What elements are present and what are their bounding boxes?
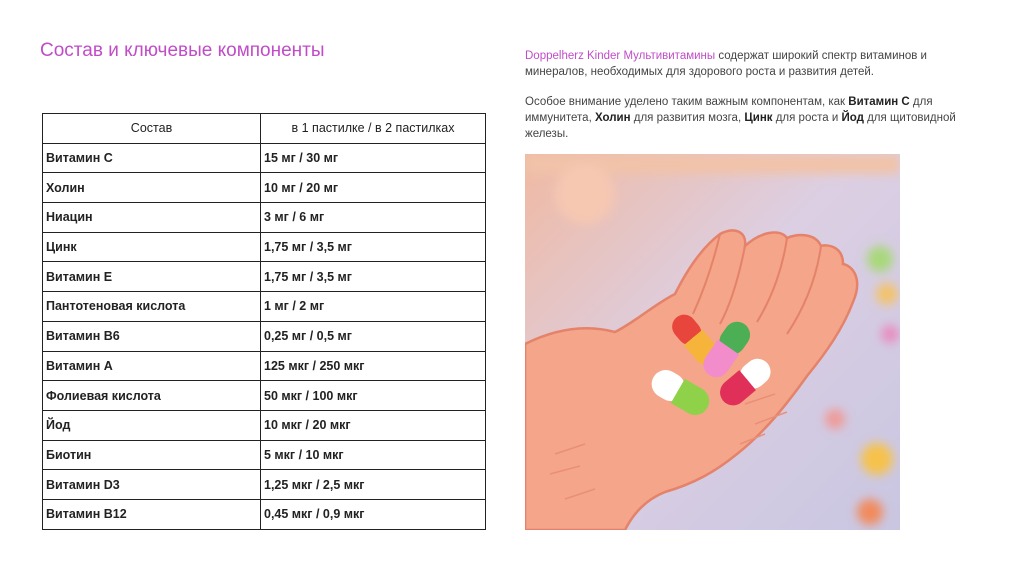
highlight-cholin: Холин (594, 112, 631, 124)
component-name-cell: Витамин В6 (43, 321, 261, 351)
highlight-iodine: Йод (841, 112, 864, 124)
dose-cell: 10 мг / 20 мг (261, 173, 486, 203)
text-fragment: для иммунитета, (525, 96, 933, 124)
table-header-row (43, 114, 486, 144)
table-row (43, 143, 486, 173)
column-header-component: Состав (43, 114, 261, 144)
table-row (43, 173, 486, 203)
dose-cell: 5 мкг / 10 мкг (261, 440, 486, 470)
hand-with-capsules-illustration (525, 154, 900, 530)
dose-cell: 3 мг / 6 мг (261, 203, 486, 233)
highlight-vitamin-c: Витамин С (848, 96, 910, 108)
component-name-cell: Фолиевая кислота (43, 381, 261, 411)
dose-cell: 1,75 мг / 3,5 мг (261, 262, 486, 292)
component-name-cell: Витамин А (43, 351, 261, 381)
key-components-paragraph (525, 94, 973, 142)
dose-cell: 0,25 мг / 0,5 мг (261, 321, 486, 351)
component-name-cell: Биотин (43, 440, 261, 470)
table-row (43, 440, 486, 470)
component-name-cell: Холин (43, 173, 261, 203)
text-fragment: Особое внимание уделено таким важным компонентам, как (525, 96, 849, 108)
brand-name: Doppelherz Kinder Мультивитамины (525, 50, 716, 62)
component-name-cell: Цинк (43, 232, 261, 262)
dose-cell: 1 мг / 2 мг (261, 292, 486, 322)
table-row (43, 292, 486, 322)
component-name-cell: Ниацин (43, 203, 261, 233)
table-row (43, 321, 486, 351)
dose-cell: 15 мг / 30 мг (261, 143, 486, 173)
composition-table (42, 113, 486, 530)
dose-cell: 1,25 мкг / 2,5 мкг (261, 470, 486, 500)
slide-title: Состав и ключевые компоненты (40, 40, 325, 61)
dose-cell: 50 мкг / 100 мкг (261, 381, 486, 411)
table-row (43, 351, 486, 381)
dose-cell: 10 мкг / 20 мкг (261, 410, 486, 440)
table-row (43, 470, 486, 500)
component-name-cell: Витамин Е (43, 262, 261, 292)
intro-paragraph (525, 48, 973, 80)
table-row (43, 499, 486, 529)
text-fragment: для развития мозга, (630, 112, 745, 124)
table-row (43, 203, 486, 233)
text-fragment: для щитовидной железы. (525, 112, 956, 140)
table-row (43, 232, 486, 262)
table-body (43, 143, 486, 529)
highlight-zinc: Цинк (744, 112, 773, 124)
table-row (43, 381, 486, 411)
intro-text: содержат широкий спектр витаминов и минералов, необходимых для здорового роста и развития детей. (525, 50, 927, 78)
dose-cell: 125 мкг / 250 мкг (261, 351, 486, 381)
dose-cell: 1,75 мг / 3,5 мг (261, 232, 486, 262)
dose-cell: 0,45 мкг / 0,9 мкг (261, 499, 486, 529)
text-fragment: для роста и (772, 112, 842, 124)
component-name-cell: Витамин С (43, 143, 261, 173)
table-row (43, 410, 486, 440)
component-name-cell: Витамин D3 (43, 470, 261, 500)
column-header-dose: в 1 пастилке / в 2 пастилках (261, 114, 486, 144)
table-row (43, 262, 486, 292)
hand-with-capsules-icon (525, 154, 900, 530)
component-name-cell: Пантотеновая кислота (43, 292, 261, 322)
component-name-cell: Витамин В12 (43, 499, 261, 529)
component-name-cell: Йод (43, 410, 261, 440)
